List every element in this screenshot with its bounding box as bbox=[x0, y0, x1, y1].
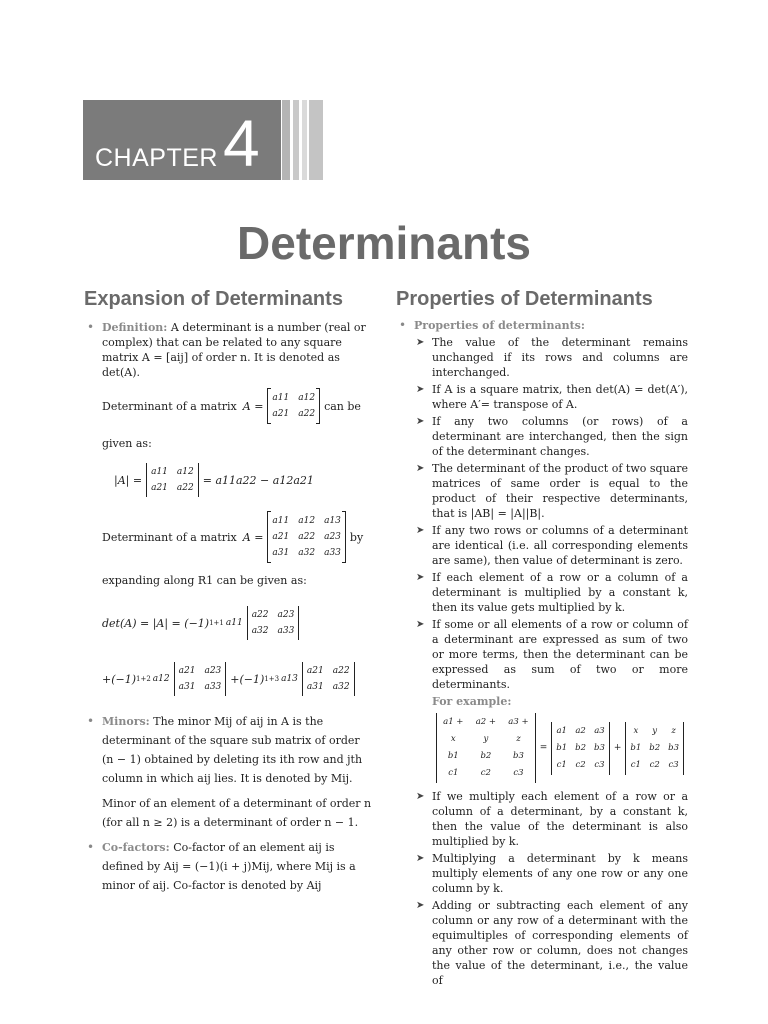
list-item-text: If each element of a row or a column of a determinant is multiplied by a constant k, then its value gets multiplied by k. bbox=[432, 571, 688, 614]
matrix-cell: c2 bbox=[649, 759, 660, 770]
matrix-cell: a21 bbox=[306, 666, 324, 676]
list-item-text: If A is a square matrix, then det(A) = det(A′), where A′= transpose of A. bbox=[432, 383, 688, 411]
expansion-line-1 bbox=[84, 606, 374, 640]
matrix-cell: a1 bbox=[556, 725, 567, 736]
page-title: Determinants bbox=[237, 217, 531, 269]
section-heading-expansion: Expansion of Determinants bbox=[84, 288, 343, 310]
minors-term: Minors: bbox=[102, 715, 150, 728]
list-item bbox=[396, 382, 688, 412]
matrix-cell: a22 bbox=[298, 409, 316, 419]
arrow-icon: ➤ bbox=[416, 337, 425, 348]
matrix-cell: b2 bbox=[480, 751, 492, 761]
matrix-cell: c3 bbox=[513, 768, 524, 778]
matrix-cell: a22 bbox=[176, 483, 194, 493]
arrow-icon: ➤ bbox=[416, 853, 425, 864]
definition-block bbox=[84, 320, 374, 380]
left-column bbox=[84, 320, 374, 901]
matrix-cell: c2 bbox=[480, 768, 491, 778]
matrix-cell: a32 bbox=[298, 548, 316, 558]
arrow-icon: ➤ bbox=[416, 619, 425, 630]
chapter-number: 4 bbox=[223, 106, 260, 180]
properties-block bbox=[396, 318, 688, 333]
list-item-text: The value of the determinant remains unchanged if its rows and columns are interchanged. bbox=[432, 336, 688, 379]
exponent: 1+2 bbox=[136, 674, 151, 683]
list-item-text: Adding or subtracting each element of any column or any row of a determinant with the equimultiples of corresponding elements of any other row or column, does not changes the value of the determinant, i.e., the value of bbox=[432, 899, 688, 987]
list-item bbox=[396, 414, 688, 459]
list-item-text: Multiplying a determinant by k means multiply elements of any one row or any one column by k. bbox=[432, 852, 688, 895]
det3-intro-line bbox=[84, 511, 374, 563]
expansion-sign: +(−1) bbox=[230, 672, 265, 686]
coefficient: a13 bbox=[281, 673, 298, 684]
matrix-cell: a11 bbox=[272, 516, 290, 526]
matrix-cell: a23 bbox=[204, 666, 222, 676]
matrix-cell: a12 bbox=[298, 516, 316, 526]
chapter-label: CHAPTER bbox=[95, 144, 218, 172]
list-item-text: If any two columns (or rows) of a determinant are interchanged, then the sign of the determinant changes. bbox=[432, 415, 688, 458]
matrix-cell: a31 bbox=[306, 682, 324, 692]
matrix-cell: a33 bbox=[324, 548, 341, 558]
arrow-icon: ➤ bbox=[416, 384, 425, 395]
list-item bbox=[396, 461, 688, 521]
matrix-cell: a21 bbox=[272, 409, 290, 419]
arrow-icon: ➤ bbox=[416, 525, 425, 536]
det2-intro: Determinant of a matrix bbox=[102, 399, 237, 413]
matrix-cell: a32 bbox=[332, 682, 350, 692]
matrix-cell: a2 bbox=[575, 725, 586, 736]
matrix-cell: a2 + y bbox=[475, 717, 497, 744]
det3-intro: Determinant of a matrix bbox=[102, 530, 237, 544]
example-determinant-a bbox=[551, 722, 610, 775]
matrix-3x3 bbox=[267, 511, 345, 563]
expansion-line-2 bbox=[84, 662, 374, 696]
minor-determinant bbox=[247, 606, 300, 640]
matrix-cell: a22 bbox=[298, 532, 316, 542]
determinant-2x2 bbox=[146, 463, 199, 497]
matrix-cell: a11 bbox=[272, 393, 290, 403]
arrow-icon: ➤ bbox=[416, 572, 425, 583]
definition-text: A determinant is a number (real or complex) that can be related to any square matrix A = [aij] of order n. It is denoted as det(A). bbox=[102, 321, 366, 379]
matrix-cell: a23 bbox=[324, 532, 341, 542]
list-item bbox=[396, 335, 688, 380]
matrix-cell: c1 bbox=[448, 768, 459, 778]
matrix-cell: a23 bbox=[277, 610, 295, 620]
matrix-2x2 bbox=[267, 388, 320, 424]
matrix-var: A = bbox=[242, 530, 264, 544]
det2-formula: = a11a22 − a12a21 bbox=[202, 473, 314, 487]
matrix-cell: a32 bbox=[251, 626, 269, 636]
matrix-cell: a21 bbox=[151, 483, 168, 493]
matrix-cell: a33 bbox=[277, 626, 295, 636]
minors-text-2: Minor of an element of a determinant of order n (for all n ≥ 2) is a determinant of order n − 1. bbox=[102, 797, 372, 829]
list-item bbox=[396, 898, 688, 988]
matrix-cell: b2 bbox=[649, 742, 661, 753]
list-item bbox=[396, 851, 688, 896]
matrix-cell: a3 + z bbox=[508, 717, 529, 744]
matrix-cell: c2 bbox=[575, 759, 586, 770]
example-determinant-sum bbox=[436, 713, 536, 783]
expansion-sign: +(−1) bbox=[102, 672, 137, 686]
det3-after: by bbox=[349, 530, 364, 544]
cofactors-term: Co-factors: bbox=[102, 841, 170, 854]
matrix-cell: a1 + x bbox=[443, 717, 464, 744]
definition-term: Definition: bbox=[102, 321, 168, 334]
det2-intro-line bbox=[84, 388, 374, 424]
matrix-cell: b3 bbox=[668, 742, 679, 753]
for-example-label: For example: bbox=[432, 695, 512, 708]
arrow-icon: ➤ bbox=[416, 416, 425, 427]
matrix-cell: b3 bbox=[513, 751, 524, 761]
matrix-cell: b1 bbox=[447, 751, 459, 761]
section-heading-properties: Properties of Determinants bbox=[396, 288, 653, 310]
matrix-cell: a31 bbox=[272, 548, 290, 558]
list-item bbox=[396, 617, 688, 692]
matrix-cell: a12 bbox=[298, 393, 316, 403]
cofactors-text: Co-factor of an element aij is defined by Aij = (−1)(i + j)Mij, where Mij is a minor of aij. Co-factor is denoted by Aij bbox=[102, 841, 356, 892]
banner-stripe bbox=[282, 100, 290, 180]
plus-sign: + bbox=[613, 742, 622, 753]
list-item bbox=[396, 789, 688, 849]
matrix-cell: a21 bbox=[178, 666, 196, 676]
banner-stripe bbox=[309, 100, 323, 180]
matrix-cell: a33 bbox=[204, 682, 222, 692]
matrix-cell: a13 bbox=[324, 516, 341, 526]
minor-determinant bbox=[174, 662, 227, 696]
coefficient: a12 bbox=[152, 673, 170, 684]
matrix-cell: a11 bbox=[151, 467, 168, 477]
matrix-cell: b1 bbox=[630, 742, 642, 753]
det2-formula-line bbox=[84, 463, 374, 497]
matrix-cell: a31 bbox=[178, 682, 196, 692]
expansion-prefix: det(A) = |A| = (−1) bbox=[102, 616, 210, 630]
matrix-cell: a3 bbox=[594, 725, 605, 736]
arrow-icon: ➤ bbox=[416, 791, 425, 802]
arrow-icon: ➤ bbox=[416, 900, 425, 911]
matrix-cell: z bbox=[671, 725, 676, 736]
matrix-cell: b2 bbox=[575, 742, 587, 753]
list-item-text: If some or all elements of a row or column of a determinant are expressed as sum of two or more terms, then the determinant can be expressed as sum of two or more determinants. bbox=[432, 618, 688, 691]
properties-term: Properties of determinants: bbox=[414, 319, 585, 332]
minors-text: The minor Mij of aij in A is the determinant of the square sub matrix of order (n − 1) obtained by deleting its ith row and jth column in which aij lies. It is denoted by Mij. bbox=[102, 715, 363, 785]
right-column bbox=[396, 318, 688, 990]
coefficient: a11 bbox=[225, 617, 243, 628]
minors-block bbox=[84, 712, 374, 788]
matrix-cell: b1 bbox=[556, 742, 568, 753]
list-item bbox=[396, 570, 688, 615]
matrix-cell: x bbox=[633, 725, 639, 736]
properties-list bbox=[396, 335, 688, 692]
minor-determinant bbox=[302, 662, 355, 696]
banner-stripe bbox=[293, 100, 299, 180]
abs-a: |A| = bbox=[114, 473, 143, 487]
properties-list-continued bbox=[396, 789, 688, 988]
matrix-cell: a22 bbox=[251, 610, 269, 620]
expanding-text: expanding along R1 can be given as: bbox=[102, 574, 307, 587]
matrix-cell: a21 bbox=[272, 532, 290, 542]
det2-after: can be bbox=[324, 399, 361, 413]
matrix-cell: c3 bbox=[594, 759, 605, 770]
list-item bbox=[396, 523, 688, 568]
list-item-text: If we multiply each element of a row or a column of a determinant, by a constant k, then the value of the determinant is also multiplied by k. bbox=[432, 790, 688, 848]
arrow-icon: ➤ bbox=[416, 463, 425, 474]
matrix-cell: y bbox=[652, 725, 658, 736]
equals-sign: = bbox=[539, 742, 548, 753]
cofactors-block bbox=[84, 838, 374, 895]
matrix-cell: a22 bbox=[332, 666, 350, 676]
matrix-cell: a12 bbox=[176, 467, 194, 477]
exponent: 1+3 bbox=[264, 674, 280, 683]
list-item-text: If any two rows or columns of a determinant are identical (i.e. all corresponding elements are same), then value of determinant is zero. bbox=[432, 524, 688, 567]
given-as: given as: bbox=[102, 437, 152, 450]
matrix-cell: c3 bbox=[668, 759, 679, 770]
matrix-cell: c1 bbox=[556, 759, 567, 770]
example-determinant-b bbox=[625, 722, 684, 775]
exponent: 1+1 bbox=[209, 618, 224, 627]
chapter-banner bbox=[83, 100, 281, 180]
matrix-cell: b3 bbox=[594, 742, 605, 753]
banner-stripe bbox=[302, 100, 307, 180]
list-item-text: The determinant of the product of two square matrices of same order is equal to the product of their respective determinants, that is |AB| = |A||B|. bbox=[432, 462, 688, 520]
matrix-var: A = bbox=[242, 399, 264, 413]
example-equation bbox=[396, 713, 688, 783]
matrix-cell: c1 bbox=[630, 759, 641, 770]
